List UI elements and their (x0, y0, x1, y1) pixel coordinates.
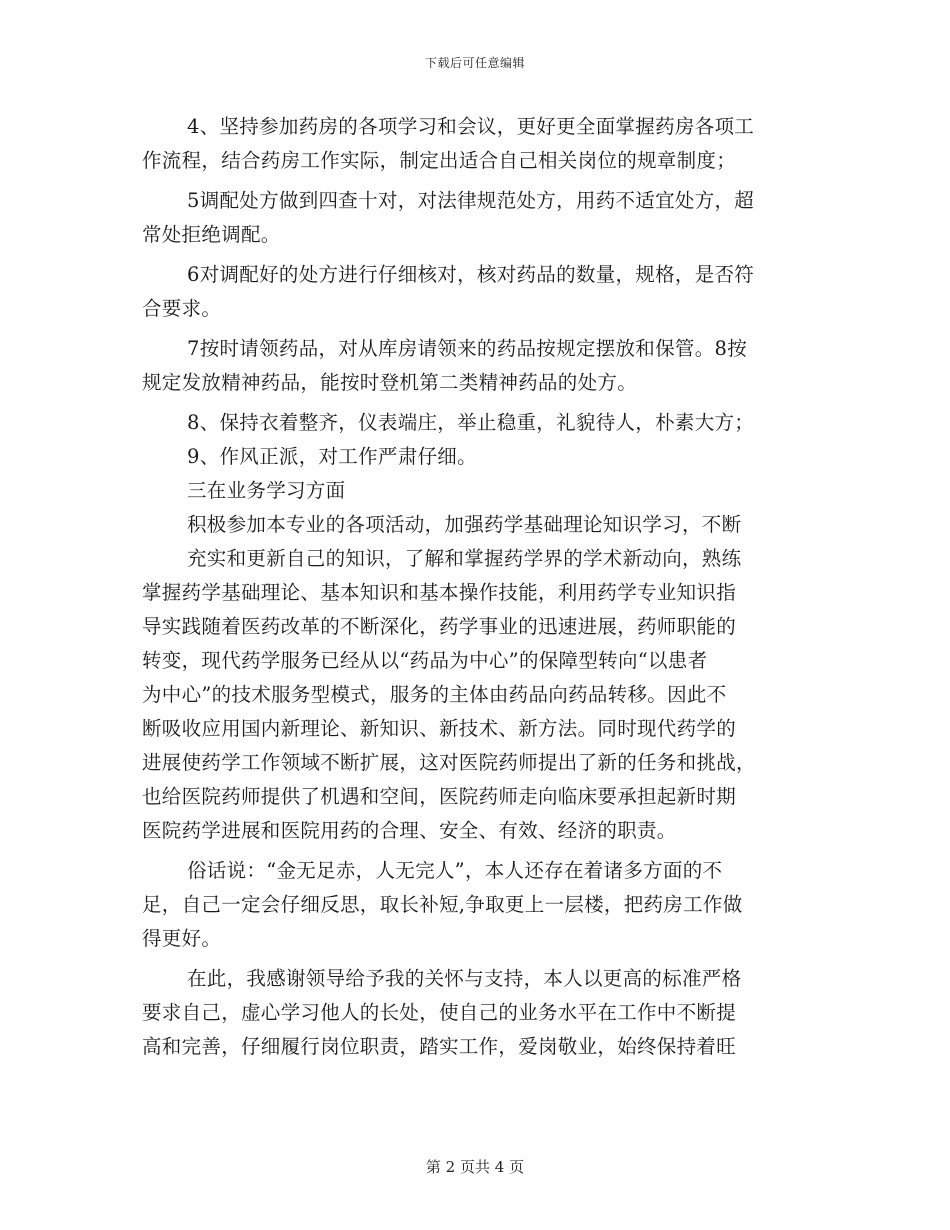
text-line: 足，自己一定会仔细反思，取长补短,争取更上一层楼，把药房工作做 (142, 893, 743, 916)
page-header-note: 下载后可任意编辑 (424, 56, 525, 70)
text-line: 5调配处方做到四查十对，对法律规范处方，用药不适宜处方，超 (187, 189, 755, 212)
text-line: 要求自己，虚心学习他人的长处，使自己的业务水平在工作中不断提 (142, 1001, 737, 1024)
text-line: 作流程，结合药房工作实际，制定出适合自己相关岗位的规章制度； (142, 149, 737, 172)
text-line: 常处拒绝调配。 (142, 223, 281, 246)
section-heading: 三在业务学习方面 (187, 479, 346, 502)
text-line: 7按时请领药品，对从库房请领来的药品按规定摆放和保管。8按 (187, 337, 748, 360)
text-line: 也给医院药师提供了机遇和空间，医院药师走向临床要承担起新时期 (142, 785, 737, 808)
page-number: 第 2 页共 4 页 (425, 1158, 525, 1176)
text-line: 掌握药学基础理论、基本知识和基本操作技能，利用药学专业知识指 (142, 581, 737, 604)
text-line: 俗话说：“金无足赤，人无完人”，本人还存在着诸多方面的不 (187, 859, 723, 882)
text-line: 医院药学进展和医院用药的合理、安全、有效、经济的职责。 (142, 819, 677, 842)
document-body (142, 110, 812, 1064)
text-line: 合要求。 (142, 297, 222, 320)
text-line: 4、坚持参加药房的各项学习和会议，更好更全面掌握药房各项工 (187, 115, 755, 138)
text-line: 转变，现代药学服务已经从以“药品为中心”的保障型转向“以患者 (142, 649, 708, 672)
text-line: 断吸收应用国内新理论、新知识、新技术、新方法。同时现代药学的 (142, 717, 737, 740)
text-line: 为中心”的技术服务型模式，服务的主体由药品向药品转移。因此不 (142, 683, 727, 706)
text-line: 充实和更新自己的知识，了解和掌握药学界的学术新动向，熟练 (187, 547, 742, 570)
text-line: 9、作风正派，对工作严肃仔细。 (187, 445, 477, 468)
text-line: 在此，我感谢领导给予我的关怀与支持，本人以更高的标准严格 (187, 967, 742, 990)
text-line: 高和完善，仔细履行岗位职责，踏实工作，爱岗敬业，始终保持着旺 (142, 1035, 737, 1058)
text-line: 导实践随着医药改革的不断深化，药学事业的迅速进展，药师职能的 (142, 615, 737, 638)
text-line: 8、保持衣着整齐，仪表端庄，举止稳重，礼貌待人，朴素大方； (187, 411, 755, 434)
text-line: 进展使药学工作领域不断扩展，这对医院药师提出了新的任务和挑战， (142, 751, 756, 774)
text-line: 6对调配好的处方进行仔细核对，核对药品的数量，规格，是否符 (187, 263, 755, 286)
text-line: 得更好。 (142, 927, 222, 950)
text-line: 积极参加本专业的各项活动，加强药学基础理论知识学习，不断 (187, 513, 742, 536)
text-line: 规定发放精神药品，能按时登机第二类精神药品的处方。 (142, 371, 638, 394)
